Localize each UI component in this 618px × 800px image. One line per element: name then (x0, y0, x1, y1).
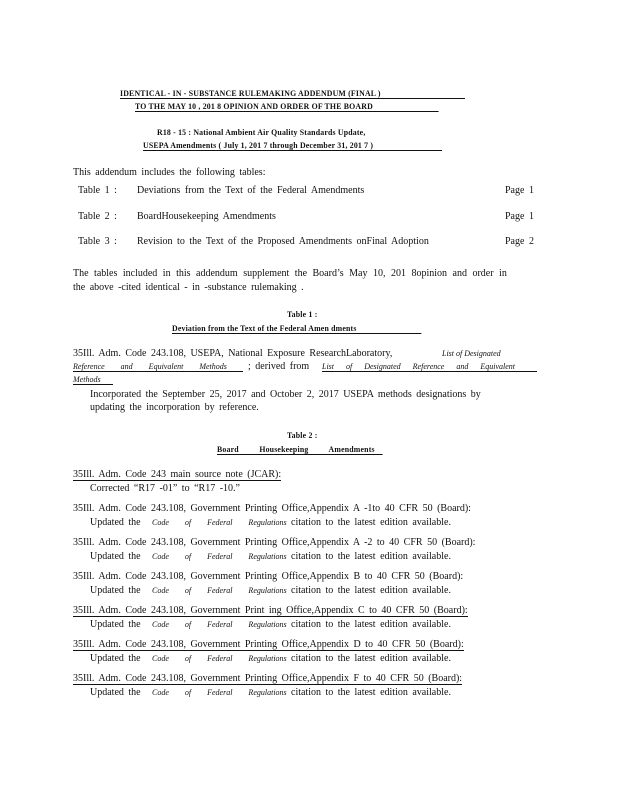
table2-entry-desc: citation to the latest edition available. (291, 687, 451, 698)
table1-number: Table 1 : (287, 309, 318, 319)
table2-entry-updated: Updated the (90, 687, 141, 698)
table2-entry-ital: Code of Federal Regulations (152, 620, 287, 629)
header-line-4: USEPA Amendments ( July 1, 201 7 through December 31, 201 7 ) (143, 140, 442, 151)
toc-title-2: BoardHousekeeping Amendments (137, 211, 276, 222)
header-line-1: IDENTICAL - IN - SUBSTANCE RULEMAKING ADDENDUM (FINAL ) (120, 88, 465, 99)
table2-entry-updated: Updated the (90, 517, 141, 528)
table2-note-cite: 35Ill. Adm. Code 243 main source note (JCAR): (73, 469, 282, 480)
table2-number: Table 2 : (287, 430, 318, 440)
toc-page-1: Page 1 (505, 185, 534, 196)
table1-desc-1: Incorporated the September 25, 2017 and October 2, 2017 USEPA methods designations by (90, 389, 481, 400)
table2-entry-desc: citation to the latest edition available. (291, 517, 451, 528)
table2-entry-desc: citation to the latest edition available. (291, 585, 451, 596)
table2-entry-cite: 35Ill. Adm. Code 243.108, Government Printing Office,Appendix A -1to 40 CFR 50 (Board): (73, 503, 471, 514)
table2-entry-updated: Updated the (90, 653, 141, 664)
table2-entry-desc: citation to the latest edition available. (291, 551, 451, 562)
header-line-2: TO THE MAY 10 , 201 8 OPINION AND ORDER OF THE BOARD (135, 101, 439, 112)
table2-entry-cite: 35Ill. Adm. Code 243.108, Government Printing Office,Appendix D to 40 CFR 50 (Board): (73, 639, 464, 650)
table2-entry-ital: Code of Federal Regulations (152, 586, 287, 595)
table2-entry-ital: Code of Federal Regulations (152, 688, 287, 697)
table2-entry-cite: 35Ill. Adm. Code 243.108, Government Print ing Office,Appendix C to 40 CFR 50 (Board): (73, 605, 468, 616)
table1-ital-4: Methods (73, 375, 113, 385)
toc-page-2: Page 1 (505, 211, 534, 222)
table1-ital-3: List of Designated Reference and Equivalent (322, 362, 537, 372)
toc-title-1: Deviations from the Text of the Federal Amendments (137, 185, 365, 196)
toc-label-1: Table 1 : (78, 185, 117, 196)
table2-entry-cite: 35Ill. Adm. Code 243.108, Government Printing Office,Appendix A -2 to 40 CFR 50 (Board): (73, 537, 476, 548)
table2-entry-ital: Code of Federal Regulations (152, 552, 287, 561)
table2-entry-desc: citation to the latest edition available. (291, 653, 451, 664)
toc-title-3: Revision to the Text of the Proposed Amendments onFinal Adoption (137, 236, 429, 247)
intro-text: This addendum includes the following tables: (73, 167, 266, 178)
table1-cite: 35Ill. Adm. Code 243.108, USEPA, National Exposure ResearchLaboratory, (73, 348, 393, 359)
table1-derived: ; derived from (248, 361, 310, 372)
toc-label-2: Table 2 : (78, 211, 117, 222)
table1-ital-1: List of Designated (442, 349, 501, 358)
table1-title: Deviation from the Text of the Federal Amen dments (172, 323, 421, 334)
summary-line-2: the above -cited identical - in -substance rulemaking . (73, 282, 304, 293)
table2-entry-cite: 35Ill. Adm. Code 243.108, Government Printing Office,Appendix F to 40 CFR 50 (Board): (73, 673, 463, 684)
toc-label-3: Table 3 : (78, 236, 117, 247)
summary-line-1: The tables included in this addendum supplement the Board’s May 10, 201 8opinion and order in (73, 268, 507, 279)
table2-note-desc: Corrected “R17 -01” to “R17 -10.” (90, 483, 240, 494)
table1-desc-2: updating the incorporation by reference. (90, 402, 259, 413)
table2-entry-cite: 35Ill. Adm. Code 243.108, Government Printing Office,Appendix B to 40 CFR 50 (Board): (73, 571, 464, 582)
table2-entry-desc: citation to the latest edition available. (291, 619, 451, 630)
table1-ital-2: Reference and Equivalent Methods (73, 362, 243, 372)
table2-entry-ital: Code of Federal Regulations (152, 518, 287, 527)
table2-entry-updated: Updated the (90, 619, 141, 630)
table2-title: Board Housekeeping Amendments (217, 444, 383, 455)
table2-entry-updated: Updated the (90, 551, 141, 562)
table2-entry-ital: Code of Federal Regulations (152, 654, 287, 663)
header-line-3: R18 - 15 : National Ambient Air Quality Standards Update, (157, 127, 366, 137)
toc-page-3: Page 2 (505, 236, 534, 247)
table2-entry-updated: Updated the (90, 585, 141, 596)
